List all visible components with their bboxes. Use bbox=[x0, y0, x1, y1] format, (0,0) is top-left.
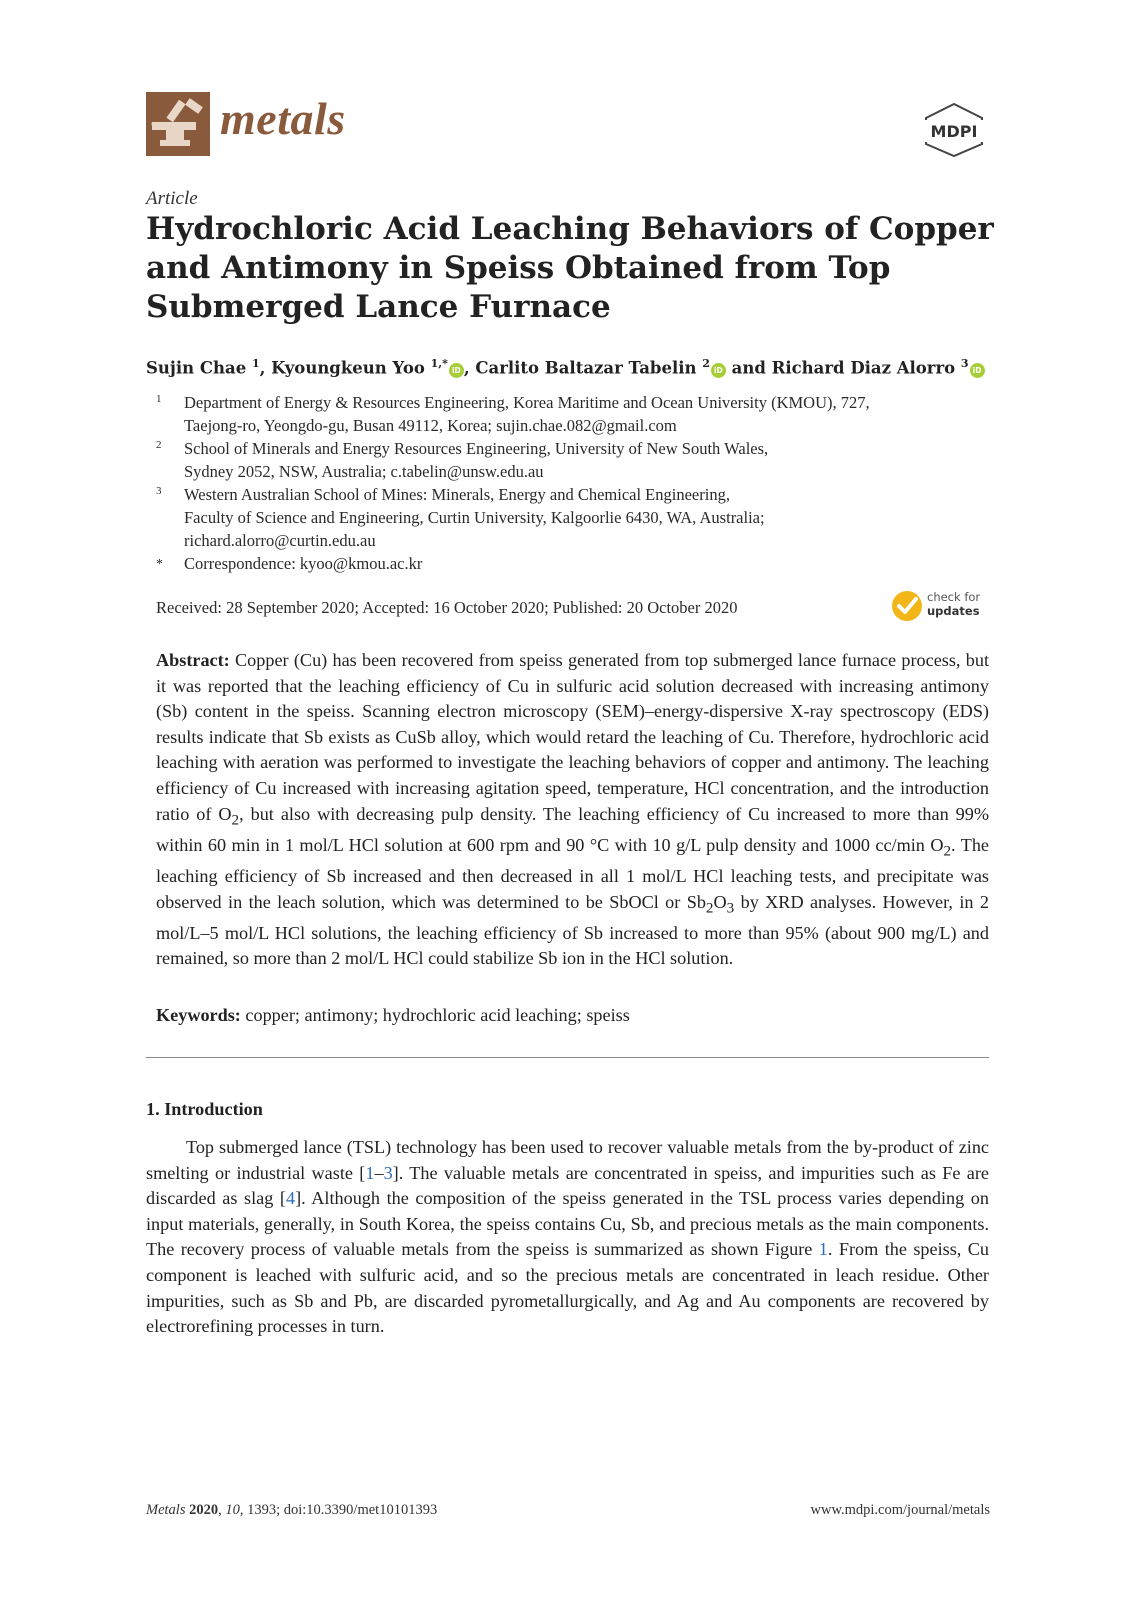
abstract bbox=[156, 648, 989, 972]
anvil-logo-icon bbox=[146, 92, 210, 156]
journal-name: metals bbox=[220, 93, 346, 144]
introduction-paragraph bbox=[146, 1135, 989, 1340]
section-divider bbox=[146, 1057, 989, 1058]
abstract-text: . The leaching efficiency of Sb increased and then decreased in all 1 mol/L HCl leaching tests, and precipitate was observed in the leach solution, which was determined to be SbOCl or Sb bbox=[156, 834, 989, 912]
author-connector: and bbox=[731, 358, 766, 378]
publication-dates: Received: 28 September 2020; Accepted: 16 October 2020; Published: 20 October 2020 bbox=[156, 598, 738, 617]
intro-text: ]. The valuable metals are concentrated in speiss, and impurities such as Fe are discarded as slag [ bbox=[146, 1162, 989, 1209]
author-affil-mark: 2 bbox=[702, 357, 710, 370]
affiliation-list bbox=[156, 391, 996, 575]
figure-link[interactable]: 1 bbox=[818, 1239, 828, 1260]
affiliation-item bbox=[156, 437, 996, 483]
intro-text: – bbox=[374, 1162, 384, 1183]
keywords-text: copper; antimony; hydrochloric acid leaching; speiss bbox=[245, 1005, 630, 1025]
affiliation-line: School of Minerals and Energy Resources Engineering, University of New South Wales, bbox=[184, 439, 769, 458]
intro-text: Top submerged lance (TSL) technology has been used to recover valuable metals from the by-product of zinc smelting or industrial waste [ bbox=[146, 1137, 989, 1183]
author-list: Sujin Chae $^1$, Kyoungkeun Yoo $^{1,*}$ iD , Carlito Baltazar Tabelin $^2$ iD and Richard Diaz Alorro $^3$ iD bbox=[146, 357, 996, 378]
keywords bbox=[156, 1005, 630, 1026]
subscript: 2 bbox=[231, 811, 240, 829]
author-affil-mark: 3 bbox=[960, 357, 969, 370]
abstract-text: Copper (Cu) has been recovered from speiss generated from top submerged lance furnace process, but it was reported that the leaching efficiency of Cu in sulfuric acid solution decreased with increasing antimony (Sb) content in the speiss. Scanning electron microscopy (SEM)–energy-dispersive X-ray spectroscopy (EDS) results indicate that Sb exists as CuSb alloy, which would retard the leaching of Cu. Therefore, hydrochloric acid leaching with aeration was performed to investigate the leaching behaviors of copper and antimony. The leaching efficiency of Cu increased with increasing agitation speed, temperature, HCl concentration, and the introduction ratio of O bbox=[156, 650, 989, 824]
affiliation-mark: 2 bbox=[156, 439, 162, 451]
footer-year: 2020 bbox=[189, 1502, 219, 1518]
affiliation-line: Faculty of Science and Engineering, Curtin University, Kalgoorlie 6430, WA, Australia; bbox=[184, 508, 765, 527]
correspondence-item bbox=[156, 552, 996, 575]
affiliation-mark: * bbox=[156, 557, 163, 572]
author-name: Sujin Chae bbox=[146, 358, 247, 378]
author-name: Carlito Baltazar Tabelin bbox=[475, 358, 697, 378]
paper-title: Hydrochloric Acid Leaching Behaviors of Copper and Antimony in Speiss Obtained from Top Submerged Lance Furnace bbox=[146, 211, 994, 325]
author-affil-mark: 1,* bbox=[430, 357, 448, 370]
author-name: Kyoungkeun Yoo bbox=[271, 358, 425, 378]
updates-badge-line2: updates bbox=[927, 604, 980, 618]
keywords-label: Keywords: bbox=[156, 1005, 241, 1025]
affiliation-item bbox=[156, 483, 996, 552]
footer-doi: , 1393; doi:10.3390/met10101393 bbox=[239, 1502, 438, 1518]
citation-link[interactable]: 4 bbox=[285, 1188, 296, 1209]
journal-header bbox=[146, 92, 990, 162]
affiliation-item bbox=[156, 391, 996, 437]
affiliation-mark: 3 bbox=[156, 485, 162, 497]
journal-url-link[interactable]: www.mdpi.com/journal/metals bbox=[810, 1502, 990, 1518]
citation-link[interactable]: 1 bbox=[365, 1162, 375, 1183]
correspondence-line: Correspondence: kyoo@kmou.ac.kr bbox=[184, 554, 423, 573]
orcid-icon[interactable]: iD bbox=[970, 363, 985, 378]
affiliation-line: Sydney 2052, NSW, Australia; c.tabelin@unsw.edu.au bbox=[184, 462, 544, 481]
check-for-updates-badge[interactable] bbox=[891, 589, 991, 625]
subscript: 3 bbox=[726, 899, 735, 917]
section-heading: 1. Introduction bbox=[146, 1099, 263, 1119]
subscript: 2 bbox=[943, 842, 952, 860]
citation-footer: Metals 2020, 10, 1393; doi:10.3390/met10101393 bbox=[146, 1502, 438, 1518]
checkmark-icon bbox=[891, 590, 923, 622]
article-type: Article bbox=[146, 188, 198, 209]
mdpi-logo-text: MDPI bbox=[930, 122, 978, 141]
citation-link[interactable]: 3 bbox=[383, 1162, 393, 1183]
affiliation-line: richard.alorro@curtin.edu.au bbox=[184, 531, 376, 550]
abstract-text: , but also with decreasing pulp density. The leaching efficiency of Cu increased to more than 99% within 60 min in 1 mol/L HCl solution at 600 rpm and 90 °C with 10 g/L pulp density and 1000 cc/min O bbox=[156, 803, 989, 855]
subscript: 2 bbox=[705, 899, 714, 917]
updates-badge-line1: check for bbox=[927, 590, 981, 604]
footer-volume: 10 bbox=[225, 1502, 240, 1518]
affiliation-mark: 1 bbox=[156, 393, 162, 405]
intro-text: . From the speiss, Cu component is leached with sulfuric acid, and so the precious metals are concentrated in leach residue. Other impurities, such as Sb and Pb, are discarded pyrometallurgically, and Ag and Au components are recovered by electrorefining processes in turn. bbox=[146, 1239, 989, 1337]
abstract-label: Abstract: bbox=[156, 650, 230, 670]
affiliation-line: Western Australian School of Mines: Minerals, Energy and Chemical Engineering, bbox=[184, 485, 730, 504]
footer-journal: Metals bbox=[146, 1502, 186, 1518]
orcid-icon[interactable]: iD bbox=[449, 363, 464, 378]
mdpi-logo-icon bbox=[922, 102, 986, 158]
abstract-text: O bbox=[713, 891, 727, 912]
author-name: Richard Diaz Alorro bbox=[771, 358, 956, 378]
intro-text: ]. Although the composition of the speiss generated in the TSL process varies depending on input materials, generally, in South Korea, the speiss contains Cu, Sb, and precious metals as the main components. The recovery process of valuable metals from the speiss is summarized as shown Figure bbox=[146, 1188, 989, 1260]
author-affil-mark: 1 bbox=[251, 357, 260, 370]
orcid-icon[interactable]: iD bbox=[711, 363, 726, 378]
affiliation-line: Taejong-ro, Yeongdo-gu, Busan 49112, Korea; sujin.chae.082@gmail.com bbox=[184, 416, 677, 435]
abstract-text: by XRD analyses. However, in 2 mol/L–5 mol/L HCl solutions, the leaching efficiency of Sb increased to more than 95% (about 900 mg/L) and remained, so more than 2 mol/L HCl could stabilize Sb ion in the HCl solution. bbox=[156, 891, 989, 969]
affiliation-line: Department of Energy & Resources Engineering, Korea Maritime and Ocean University (KMOU), 727, bbox=[184, 393, 870, 412]
